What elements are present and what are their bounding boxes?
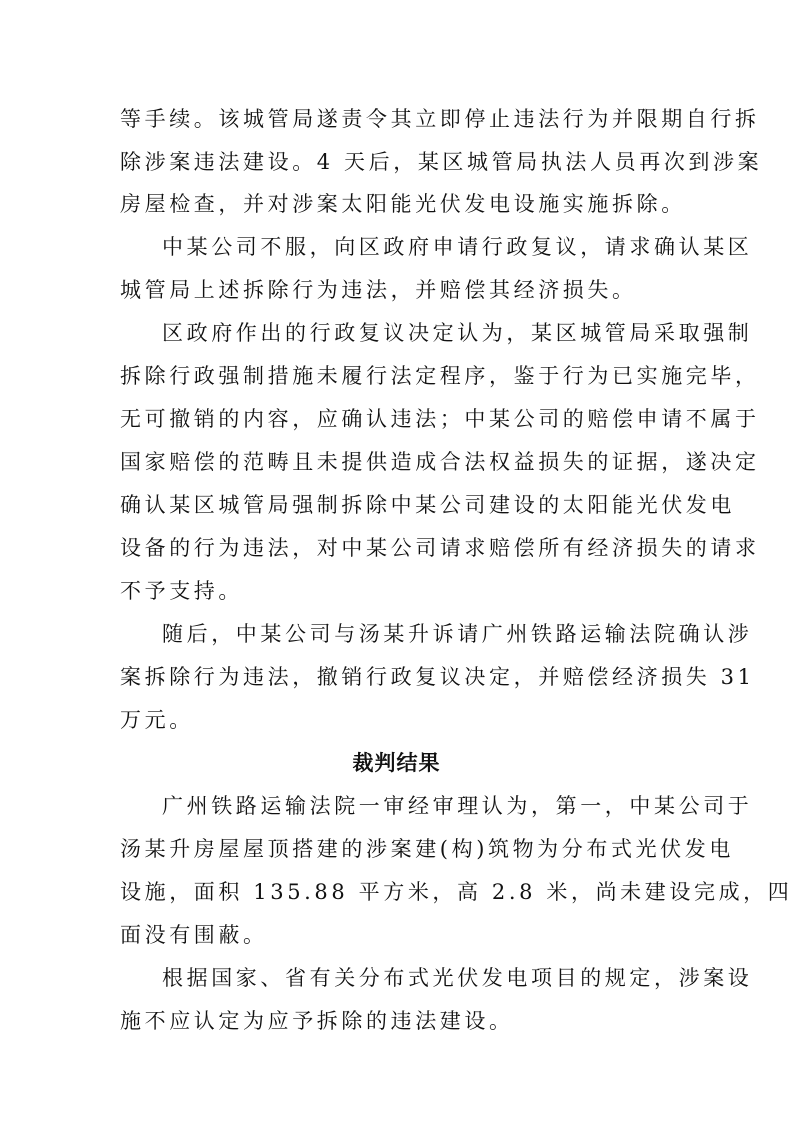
paragraph-first-line: 区政府作出的行政复议决定认为，某区城管局采取强制 bbox=[162, 321, 753, 345]
paragraph-first-line: 广州铁路运输法院一审经审理认为，第一，中某公司于 bbox=[162, 794, 753, 818]
text-line: 设施，面积 135.88 平方米，高 2.8 米，尚未建设完成，四 bbox=[120, 880, 793, 904]
text-line: 万元。 bbox=[120, 708, 194, 732]
text-line: 案拆除行为违法，撤销行政复议决定，并赔偿经济损失 31 bbox=[120, 665, 755, 689]
text-line: 汤某升房屋屋顶搭建的涉案建(构)筑物为分布式光伏发电 bbox=[120, 837, 734, 861]
paragraph-first-line: 根据国家、省有关分布式光伏发电项目的规定，涉案设 bbox=[162, 966, 753, 990]
text-line: 除涉案违法建设。4 天后，某区城管局执法人员再次到涉案 bbox=[120, 150, 763, 174]
text-line: 等手续。该城管局遂责令其立即停止违法行为并限期自行拆 bbox=[120, 107, 760, 131]
paragraph-first-line: 随后，中某公司与汤某升诉请广州铁路运输法院确认涉 bbox=[162, 622, 753, 646]
text-line: 国家赔偿的范畴且未提供造成合法权益损失的证据，遂决定 bbox=[120, 450, 760, 474]
text-line: 城管局上述拆除行为违法，并赔偿其经济损失。 bbox=[120, 278, 637, 302]
text-line: 房屋检查，并对涉案太阳能光伏发电设施实施拆除。 bbox=[120, 192, 686, 216]
text-line: 面没有围蔽。 bbox=[120, 923, 268, 947]
text-line: 拆除行政强制措施未履行法定程序，鉴于行为已实施完毕， bbox=[120, 364, 760, 388]
text-line: 无可撤销的内容，应确认违法；中某公司的赔偿申请不属于 bbox=[120, 407, 760, 431]
text-line: 设备的行为违法，对中某公司请求赔偿所有经济损失的请求 bbox=[120, 536, 760, 560]
text-line: 确认某区城管局强制拆除中某公司建设的太阳能光伏发电 bbox=[120, 493, 735, 517]
text-line: 不予支持。 bbox=[120, 579, 243, 603]
section-heading: 裁判结果 bbox=[352, 751, 441, 775]
paragraph-first-line: 中某公司不服，向区政府申请行政复议，请求确认某区 bbox=[162, 235, 753, 259]
text-line: 施不应认定为应予拆除的违法建设。 bbox=[120, 1009, 514, 1033]
